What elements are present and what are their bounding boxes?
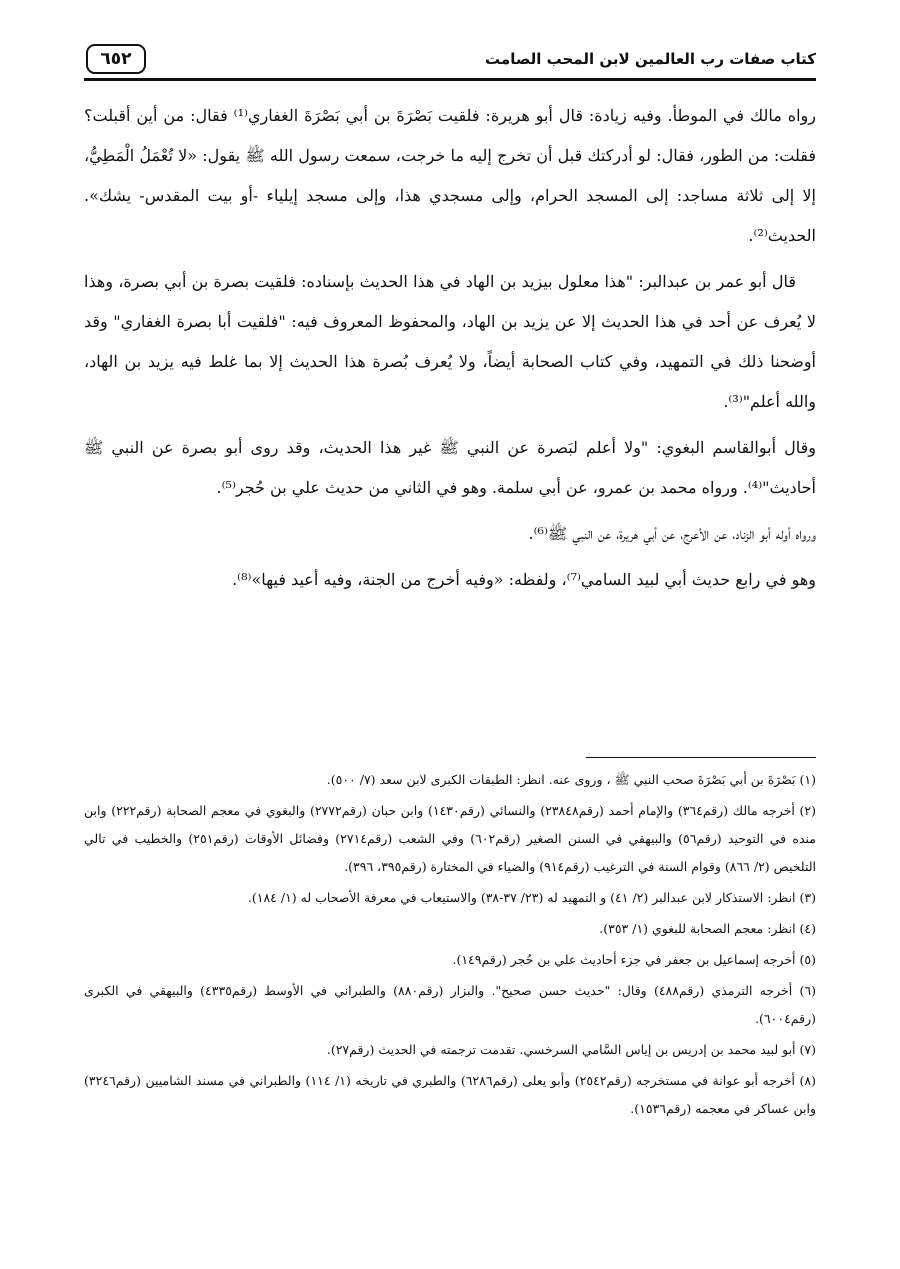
footnote: (١) بَصْرَةَ بن أبي بَصْرَةَ صحب النبي ﷺ ، وروى عنه. انظر: الطبقات الكبرى لابن سعد (٧/ ٥٠٠). [326, 772, 816, 787]
main-text [84, 96, 816, 606]
running-title: كتاب صفات رب العالمين لابن المحب الصامت [485, 50, 816, 68]
paragraph-1: رواه مالك في الموطأ. وفيه زيادة: قال أبو هريرة: فلقيت بَصْرَةَ بن أبي بَصْرَةَ الغفاري⁽¹⁾ فقال: من أين أقبلت؟ فقلت: من الطور، فقال: لو أدركتك قبل أن تخرج إليه ما خرجت، سمعت رسول الله ﷺ يقول: «لا تُعْمَلُ الْمَطِيُّ، إلا إلى ثلاثة مساجد: إلى المسجد الحرام، وإلى مسجدي هذا، وإلى مسجد إيلياء -أو بيت المقدس- يشك». الحديث⁽²⁾. [84, 106, 816, 245]
footnote: (٨) أخرجه أبو عوانة في مستخرجه (رقم٢٥٤٢) وأبو يعلى (رقم٦٢٨٦) والطبري في تاريخه (١/ ١١٤) والطبراني في مسند الشاميين (رقم٣٢٤٦) وابن عساكر في معجمه (رقم١٥٣٦). [84, 1073, 816, 1116]
page-number-badge: ٦٥٢ [86, 44, 146, 74]
paragraph-2: قال أبو عمر بن عبدالبر: "هذا معلول بيزيد بن الهاد في هذا الحديث بإسناده: فلقيت بصرة بن أبي بصرة، وهذا لا يُعرف عن أحد في هذا الحديث إلا عن يزيد بن الهاد، والمحفوظ المعروف فيه: "فلقيت أبا بصرة الغفاري" وقد أوضحنا ذلك في التمهيد، وفي كتاب الصحابة أيضاً، ولا يُعرف بُصرة هذا الحديث إلا بما غلط فيه يزيد بن الهاد، والله أعلم"⁽³⁾. [84, 272, 817, 411]
footnote: (٣) انظر: الاستذكار لابن عبدالبر (٢/ ٤١) و التمهيد له (٢٣/ ٣٧-٣٨) والاستيعاب في معرفة الأصحاب له (١/ ١٨٤). [247, 890, 816, 905]
footnote-divider [586, 757, 816, 758]
footnotes [84, 766, 816, 1126]
paragraph-5: وهو في رابع حديث أبي لبيد السامي⁽⁷⁾، ولفظه: «وفيه أخرج من الجنة، وفيه أعيد فيها»⁽⁸⁾. [232, 570, 816, 589]
footnote: (٦) أخرجه الترمذي (رقم٤٨٨) وقال: "حديث حسن صحيح". والبزار (رقم٨٨٠) والطبراني في الأوسط (رقم٤٣٣٥) والبيهقي في الكبرى (رقم٦٠٠٤). [84, 983, 816, 1026]
header-divider [84, 78, 816, 81]
page-header [84, 40, 816, 82]
paragraph-4: ورواه أوله أبو الزناد، عن الأعرج، عن أبي هريرة، عن النبي ﷺ⁽⁶⁾. [528, 524, 816, 543]
footnote: (٢) أخرجه مالك (رقم٣٦٤) والإمام أحمد (رقم٢٣٨٤٨) والنسائي (رقم١٤٣٠) وابن حبان (رقم٢٧٧٢) والبغوي في معجم الصحابة (رقم٢٢٢) وابن منده في التوحيد (رقم٥٦) والبيهقي في السنن الصغير (رقم٦٠٢) وفي الشعب (رقم٢٧١٤) وفضائل الأوقات (رقم٢٥١) والخطيب في تالي التلخيص (٢/ ٨٦٦) وقوام السنة في الترغيب (رقم٩١٤) والضياء في المختارة (رقم٣٩٥، ٣٩٦). [84, 803, 817, 874]
footnote: (٥) أخرجه إسماعيل بن جعفر في جزء أحاديث علي بن حُجر (رقم١٤٩). [452, 952, 816, 967]
paragraph-3: وقال أبوالقاسم البغوي: "ولا أعلم لبَصرة عن النبي ﷺ غير هذا الحديث، وقد روى أبو بصرة عن النبي ﷺ أحاديث"⁽⁴⁾. ورواه محمد بن عمرو، عن أبي سلمة. وهو في الثاني من حديث علي بن حُجر⁽⁵⁾. [84, 438, 816, 497]
footnote: (٤) انظر: معجم الصحابة للبغوي (١/ ٣٥٣). [599, 921, 816, 936]
footnote: (٧) أبو لبيد محمد بن إدريس بن إياس السَّامي السرخسي. تقدمت ترجمته في الحديث (رقم٢٧). [326, 1042, 816, 1057]
